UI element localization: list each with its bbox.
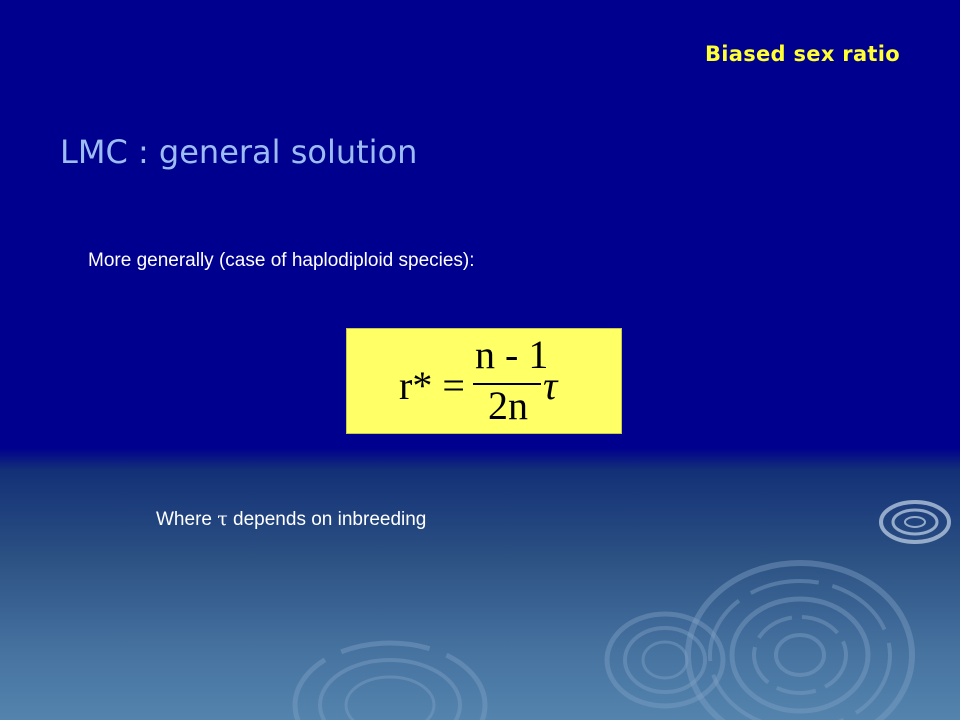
tau-symbol: τ bbox=[217, 508, 228, 530]
slide-title: LMC : general solution bbox=[60, 133, 418, 171]
intro-text: More generally (case of haplodiploid species): bbox=[88, 250, 475, 271]
note-suffix: depends on inbreeding bbox=[227, 509, 427, 530]
formula-tau: τ bbox=[543, 363, 558, 408]
note-prefix: Where bbox=[156, 509, 218, 530]
formula-box bbox=[346, 328, 622, 434]
formula-lhs: r* = bbox=[399, 363, 465, 408]
inbreeding-note bbox=[156, 508, 426, 531]
formula-denominator: 2n bbox=[488, 383, 528, 428]
formula-numerator: n - 1 bbox=[475, 332, 549, 377]
topic-label: Biased sex ratio bbox=[704, 42, 900, 66]
